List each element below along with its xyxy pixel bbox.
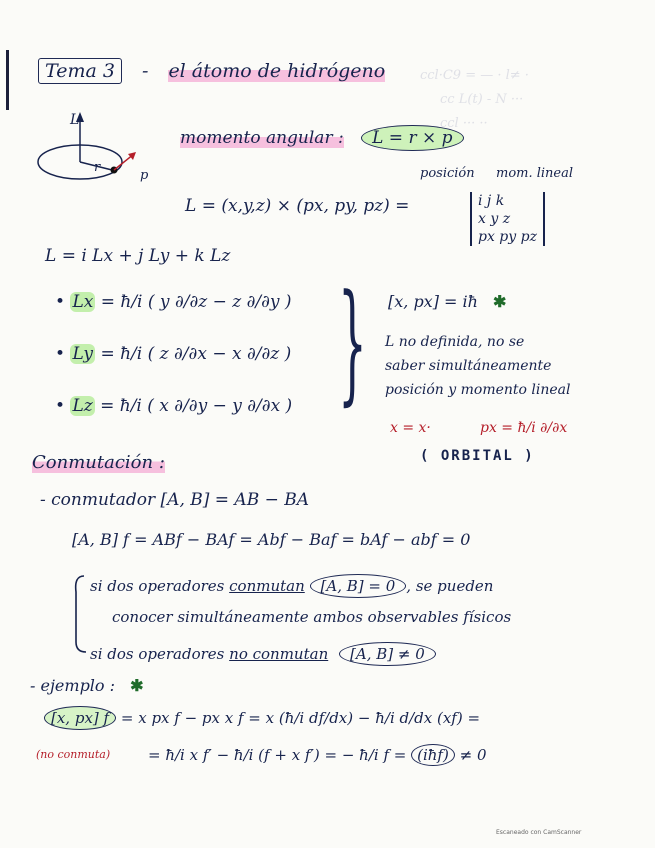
lx-equation: = ħ/i ( y ∂/∂z − z ∂/∂y ) bbox=[100, 292, 292, 312]
bullet2-commutator-nonzero: [A, B] ≠ 0 bbox=[339, 642, 436, 666]
lx-label: Lx bbox=[72, 292, 94, 312]
bullet-commute-line-2: conocer simultáneamente ambos observables físicos bbox=[112, 608, 512, 626]
note-line-1: L no definida, no se bbox=[385, 334, 525, 350]
lz-line: • Lz = ħ/i ( x ∂/∂y − y ∂/∂x ) bbox=[55, 396, 293, 416]
commutator-definition: - conmutador [A, B] = AB − BA bbox=[40, 490, 310, 510]
ly-line: • Ly = ħ/i ( z ∂/∂x − x ∂/∂z ) bbox=[55, 344, 292, 364]
ejemplo-line-2 bbox=[148, 744, 487, 766]
ejemplo-line bbox=[30, 676, 144, 695]
cross-product-line: L = (x,y,z) × (px, py, pz) = bbox=[185, 196, 410, 216]
ejemplo-neq: ≠ 0 bbox=[459, 746, 487, 764]
lx-line: • Lx = ħ/i ( y ∂/∂z − z ∂/∂y ) bbox=[55, 292, 292, 312]
ejemplo-line2-text: = ħ/i x f′ − ħ/i (f + x f′) = − ħ/i f = bbox=[148, 746, 407, 764]
ihf-circle: (iħf) bbox=[411, 744, 455, 766]
posicion-label: posición bbox=[420, 166, 475, 181]
title-dash: - bbox=[141, 60, 149, 82]
ejemplo-line-1 bbox=[44, 706, 480, 730]
mom-lineal-label: mom. lineal bbox=[496, 166, 574, 181]
bullet2-text: si dos operadores bbox=[90, 645, 225, 663]
px-operator: px = ħ/i ∂/∂x bbox=[480, 420, 568, 436]
bleed-through-text: ccl·C9 = — · l≠ · bbox=[420, 68, 529, 83]
determinant-matrix bbox=[470, 192, 545, 246]
ejemplo-rhs: = x px f − px x f = x (ħ/i df/dx) − ħ/i d/dx (xf) = bbox=[120, 709, 481, 727]
binding-edge bbox=[6, 50, 9, 110]
right-brace: } bbox=[338, 266, 367, 418]
diagram-label-r: r bbox=[94, 160, 101, 175]
ly-label: Ly bbox=[72, 344, 94, 364]
momento-formula: L = r × p bbox=[361, 125, 463, 151]
matrix-row-2: x y z bbox=[478, 211, 511, 227]
bullet1-commutator-zero: [A, B] = 0 bbox=[310, 574, 407, 598]
bullet-no-commute-line bbox=[90, 642, 436, 666]
ejemplo-label: - ejemplo : bbox=[30, 676, 116, 695]
scanner-footer: Escaneado con CamScanner bbox=[496, 829, 582, 836]
bullet1-conmutan: conmutan bbox=[229, 577, 305, 595]
tema-box: Tema 3 bbox=[38, 58, 122, 84]
momento-label: momento angular : bbox=[180, 128, 344, 148]
commutator-expansion: [A, B] f = ABf − BAf = Abf − Baf = bAf − abf = 0 bbox=[72, 530, 471, 549]
ly-equation: = ħ/i ( z ∂/∂x − x ∂/∂z ) bbox=[100, 344, 292, 364]
ejemplo-star: ✱ bbox=[130, 676, 144, 695]
matrix-row-1: i j k bbox=[478, 193, 505, 209]
orbital-label: ( ORBITAL ) bbox=[420, 448, 535, 464]
ejemplo-commutator: [x, px] f bbox=[44, 706, 116, 730]
no-conmuta-label: (no conmuta) bbox=[36, 748, 111, 761]
diagram-label-L: L bbox=[70, 112, 80, 128]
star-mark: ✱ bbox=[493, 292, 507, 311]
commutator-text: [x, px] = iħ bbox=[388, 292, 478, 311]
note-line-3: posición y momento lineal bbox=[385, 382, 571, 398]
component-sum-line: L = i Lx + j Ly + k Lz bbox=[45, 246, 231, 266]
title-line bbox=[38, 60, 385, 82]
bullet1-text: si dos operadores bbox=[90, 577, 225, 595]
lz-equation: = ħ/i ( x ∂/∂y − y ∂/∂x ) bbox=[100, 396, 293, 416]
title-topic: el átomo de hidrógeno bbox=[168, 60, 386, 82]
conmutacion-heading: Conmutación : bbox=[32, 452, 165, 473]
bullet-bracket bbox=[70, 572, 90, 657]
bullet1-tail: , se pueden bbox=[406, 577, 494, 595]
commutator-xpx bbox=[388, 292, 506, 311]
bleed-through-text: ccl ··· ·· bbox=[440, 116, 488, 131]
momento-line bbox=[180, 125, 464, 151]
lz-label: Lz bbox=[72, 396, 93, 416]
note-line-2: saber simultáneamente bbox=[385, 358, 552, 374]
diagram-label-p: p bbox=[140, 168, 149, 183]
x-operator: x = x· bbox=[390, 420, 431, 436]
matrix-row-3: px py pz bbox=[478, 229, 537, 245]
bullet-commute-line bbox=[90, 574, 493, 598]
bleed-through-text: cc L(t) - N ··· bbox=[440, 92, 524, 107]
bullet2-no-conmutan: no conmutan bbox=[229, 645, 329, 663]
